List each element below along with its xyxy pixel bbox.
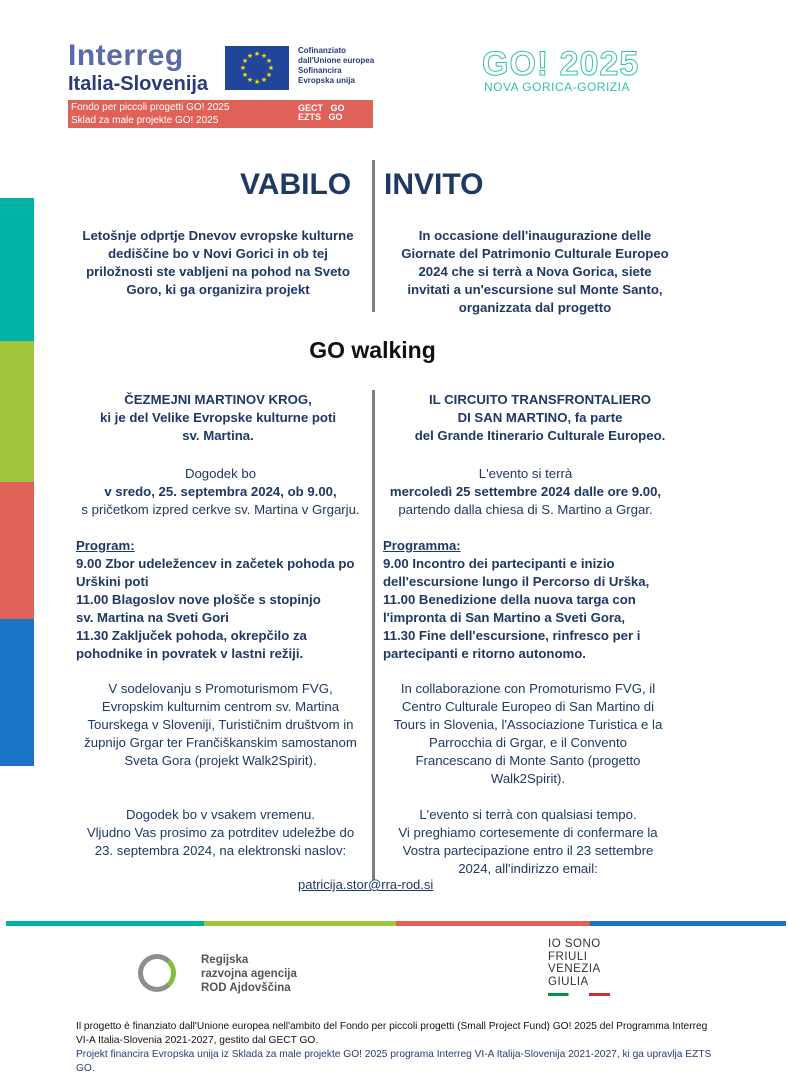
- intro-sl: Letošnje odprtje Dnevov evropske kulturne dediščine bo v Novi Gorici in ob tej priložnosti ste vabljeni na pohod na Sveto Goro, ki ga organizira projekt: [82, 228, 354, 297]
- stripe-blue: [0, 619, 34, 766]
- project-title: GO walking: [309, 337, 436, 363]
- event-sl: Dogodek bo v sredo, 25. septembra 2024, ob 9.00, s pričetkom izpred cerkve sv. Martina v Grgarju.: [81, 466, 360, 517]
- route-it: IL CIRCUITO TRANSFRONTALIERO DI SAN MARTINO, fa parte del Grande Itinerario Culturale Europeo.: [414, 392, 666, 443]
- divider-top: [372, 160, 375, 312]
- svg-text:★: ★: [267, 64, 275, 72]
- route-sl: ČEZMEJNI MARTINOV KROG, ki je del Velike Evropske kulturne poti sv. Martina.: [100, 392, 336, 443]
- svg-text:★: ★: [241, 57, 249, 65]
- footer-line-teal: [6, 921, 204, 926]
- rra-logo: Regijska razvojna agencija ROD Ajdovščina: [138, 950, 308, 1000]
- go2025-logo: [482, 46, 642, 98]
- rsvp-it: L'evento si terrà con qualsiasi tempo. Vi preghiamo cortesemente di confermare la Vostra partecipazione entro il 23 settembre 2024, all'indirizzo email:: [398, 807, 658, 876]
- go2025-subtitle: NOVA GORICA-GORIZIA: [484, 80, 630, 94]
- svg-text:★: ★: [241, 71, 249, 79]
- footer-line-green: [204, 921, 396, 926]
- interreg-title: Interreg: [68, 39, 184, 72]
- gect-logo: GECT GO EZTS GO: [298, 103, 345, 122]
- svg-text:★: ★: [265, 71, 273, 79]
- svg-text:★: ★: [260, 76, 268, 84]
- svg-text:★: ★: [239, 64, 247, 72]
- stripe-red: [0, 482, 34, 619]
- interreg-subtitle: Italia-Slovenija: [68, 73, 209, 95]
- rra-leaf-icon: [138, 954, 176, 992]
- eu-flag-icon: [225, 46, 289, 90]
- partners-sl: V sodelovanju s Promoturismom FVG, Evropskim kulturnim centrom sv. Martina Tourskega v Sloveniji, Turističnim društvom in župnijo Grgar ter Frančiškanskim samostanom Sveta Gora (projekt Walk2Spirit).: [84, 681, 357, 768]
- interreg-logo: [68, 40, 373, 128]
- heading-sl: VABILO: [240, 168, 352, 201]
- heading-it: INVITO: [384, 168, 484, 201]
- event-it: L'evento si terrà mercoledì 25 settembre 2024 dalle ore 9.00, partendo dalla chiesa di S. Martino a Grgar.: [389, 466, 662, 517]
- footer-note-sl: Projekt financira Evropska unija iz Sklada za male projekte GO! 2025 programa Interreg VI-A Italija-Slovenija 2021-2027, ki ga upravlja EZTS GO.: [76, 1049, 712, 1074]
- stripe-teal: [0, 198, 34, 341]
- program-sl: Program: 9.00 Zbor udeležencev in začetek pohoda po Urškini poti 11.00 Blagoslov nove plošče s stopinjo sv. Martina na Sveti Gori 11.30 Zaključek pohoda, okrepčilo za pohodnike in povratek v lastni režiji.: [76, 538, 355, 661]
- go2025-title: GO! 2025: [482, 45, 640, 83]
- svg-text:★: ★: [253, 78, 261, 86]
- svg-text:★: ★: [260, 52, 268, 60]
- svg-text:★: ★: [246, 76, 254, 84]
- svg-text:★: ★: [246, 52, 254, 60]
- intro-it: In occasione dell'inaugurazione delle Giornate del Patrimonio Culturale Europeo 2024 che si terrà a Nova Gorica, siete invitati a un'escursione sul Monte Santo, organizzata dal progetto: [401, 228, 669, 315]
- footer-line-red: [396, 921, 590, 926]
- partners-it: In collaborazione con Promoturismo FVG, il Centro Culturale Europeo di San Martino di Tours in Slovenia, l'Associazione Turistica e la Parrocchia di Grgar, e il Convento Francescano di Monte Santo (progetto Walk2Spirit).: [393, 681, 663, 786]
- fvg-logo: IO SONO FRIULI VENEZIA GIULIA: [548, 938, 618, 1000]
- footer-line-blue: [590, 921, 786, 926]
- fund-it: Fondo per piccoli progetti GO! 2025: [71, 102, 230, 113]
- footer-note-it: Il progetto è finanziato dall'Unione europea nell'ambito del Fondo per piccoli progetti (Small Project Fund) GO! 2025 del Programma Interreg VI-A Italia-Slovenia 2021-2027, gestito dal GECT GO.: [76, 1021, 708, 1046]
- eu-cofinanced-text: Cofinanziato dall'Unione europea Sofinancira Evropska unija: [298, 46, 375, 85]
- email-link[interactable]: patricija.stor@rra-rod.si: [298, 877, 434, 892]
- rsvp-sl: Dogodek bo v vsakem vremenu. Vljudno Vas prosimo za potrditev udeležbe do 23. septembra 2024, na elektronski naslov:: [86, 807, 355, 858]
- fund-bar: [68, 100, 373, 128]
- svg-text:★: ★: [253, 50, 261, 58]
- svg-text:★: ★: [265, 57, 273, 65]
- program-it: Programma: 9.00 Incontro dei partecipanti e inizio dell'escursione lungo il Percorso di Urška, 11.00 Benedizione della nuova targa con l'impronta di San Martino a Sveti Gora, 11.30 Fine dell'escursione, rinfresco per i partecipanti e ritorno autonomo.: [383, 538, 650, 661]
- fund-sl: Sklad za male projekte GO! 2025: [71, 115, 219, 126]
- italian-flag-icon: [548, 993, 610, 996]
